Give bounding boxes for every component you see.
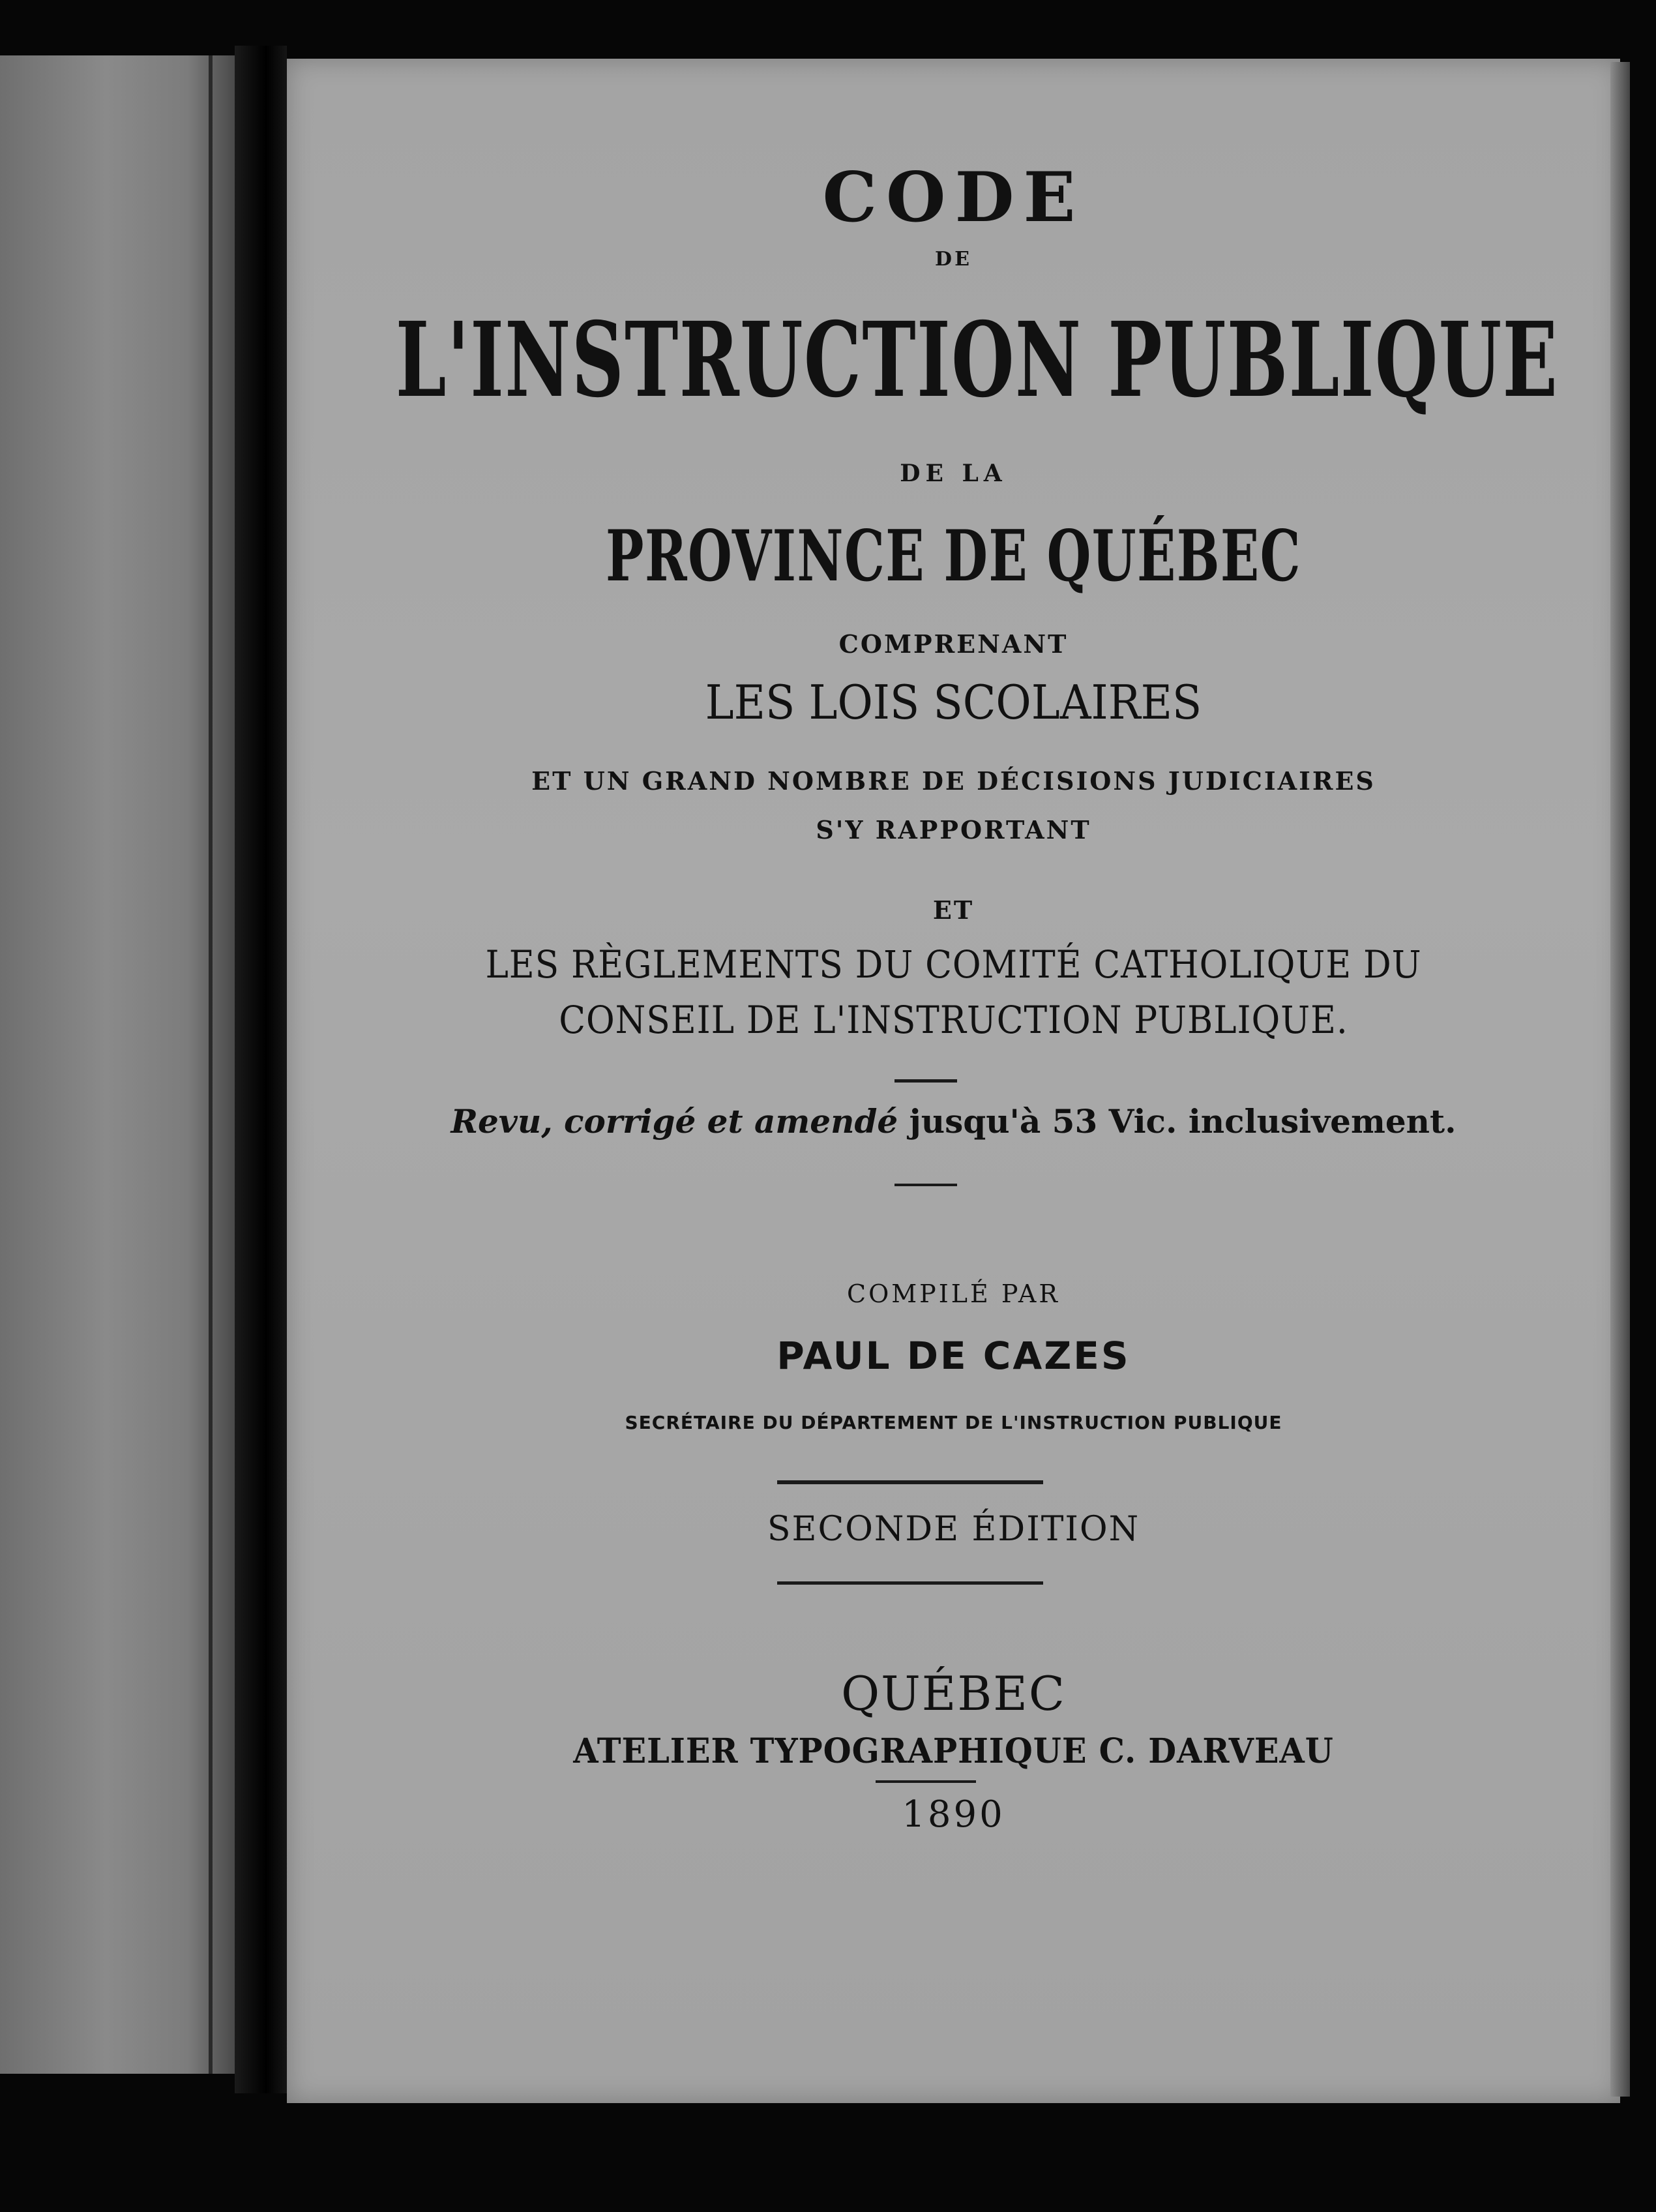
de-la-label: DE LA <box>900 460 1007 487</box>
compile-par: COMPILÉ PAR <box>847 1279 1060 1308</box>
reglements-line-2: CONSEIL DE L'INSTRUCTION PUBLIQUE. <box>559 998 1348 1042</box>
short-rule-1 <box>895 1079 957 1083</box>
author-name: PAUL DE CAZES <box>776 1334 1131 1378</box>
revision-note-italic: Revu, corrigé et amendé <box>451 1102 898 1141</box>
year-rule <box>876 1780 976 1783</box>
edition-rule-top <box>777 1480 1043 1484</box>
author-title: SECRÉTAIRE DU DÉPARTEMENT DE L'INSTRUCTION PUBLIQUE <box>625 1412 1282 1433</box>
right-page-edge <box>1610 62 1630 2097</box>
left-page-edge <box>0 55 235 2074</box>
decisions-line-2: S'Y RAPPORTANT <box>816 815 1091 844</box>
city: QUÉBEC <box>841 1666 1066 1721</box>
et-label: ET <box>932 895 975 925</box>
revision-note <box>287 1102 1620 1141</box>
revision-note-rest: jusqu'à 53 Vic. inclusivement. <box>898 1102 1456 1141</box>
province-title: PROVINCE DE QUÉBEC <box>606 515 1301 597</box>
comprenant-label: COMPRENANT <box>838 629 1069 659</box>
main-title: L'INSTRUCTION PUBLIQUE <box>395 300 1559 421</box>
de-label: DE <box>935 248 972 271</box>
edition-label: SECONDE ÉDITION <box>767 1510 1140 1549</box>
code-heading: CODE <box>822 157 1085 237</box>
decisions-line-1: ET UN GRAND NOMBRE DE DÉCISIONS JUDICIAIRES <box>531 766 1376 796</box>
short-rule-2 <box>895 1184 957 1186</box>
lois-scolaires: LES LOIS SCOLAIRES <box>705 675 1202 730</box>
publication-year: 1890 <box>902 1793 1005 1836</box>
edition-rule-bottom <box>777 1581 1043 1585</box>
book-gutter <box>235 46 287 2093</box>
printer: ATELIER TYPOGRAPHIQUE C. DARVEAU <box>573 1731 1334 1771</box>
reglements-line-1: LES RÈGLEMENTS DU COMITÉ CATHOLIQUE DU <box>485 942 1422 987</box>
